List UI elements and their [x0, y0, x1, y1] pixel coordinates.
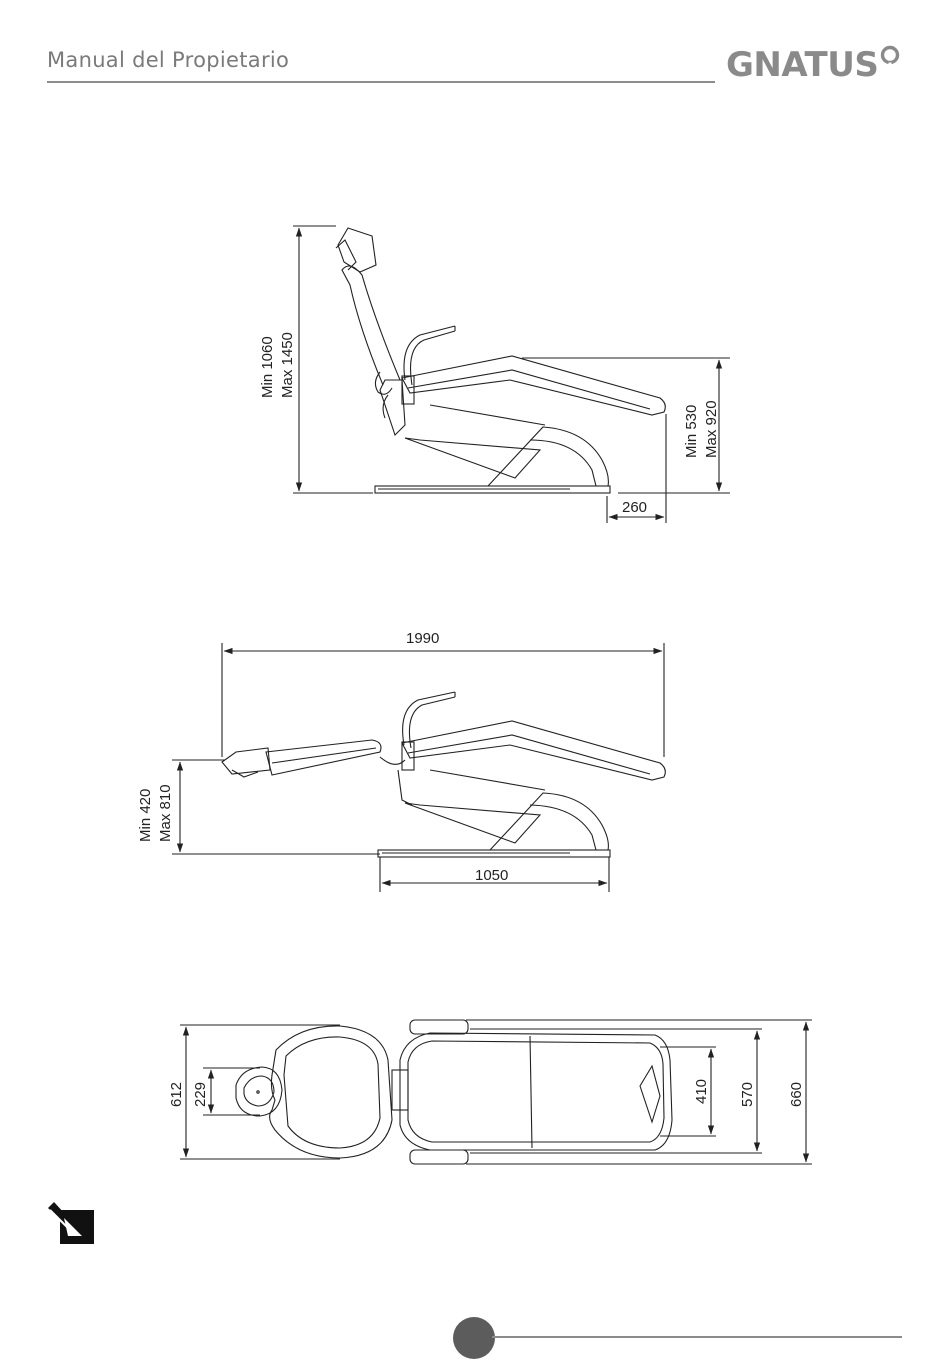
dim-overall-length: 1990: [406, 630, 440, 647]
footer-divider: [492, 1336, 902, 1338]
dim-seat-min: Min 530: [683, 404, 700, 458]
dim-overall-width: 660: [788, 1081, 805, 1107]
page-number-dot: [453, 1317, 495, 1359]
dim-seat-max: Max 920: [703, 400, 720, 458]
dim-height-max-upright: Max 1450: [279, 332, 296, 398]
brand-logo-text: GNATUS: [726, 45, 879, 85]
dim-height-min-reclined: Min 420: [137, 788, 154, 842]
page-header-title: Manual del Propietario: [47, 48, 290, 72]
dim-height-max-reclined: Max 810: [157, 784, 174, 842]
note-arrow-icon: [46, 1202, 96, 1246]
top-view: [180, 1020, 812, 1164]
dim-height-min-upright: Min 1060: [259, 336, 276, 398]
dim-offset-260: 260: [622, 499, 648, 516]
dim-backrest-width: 612: [168, 1081, 185, 1107]
side-view-reclined: [172, 643, 665, 892]
side-view-upright: [293, 226, 730, 523]
dim-base-length: 1050: [475, 867, 509, 884]
dim-headrest-width: 229: [192, 1081, 209, 1107]
dim-armrest-width: 570: [739, 1081, 756, 1107]
dim-seat-width: 410: [693, 1078, 710, 1104]
